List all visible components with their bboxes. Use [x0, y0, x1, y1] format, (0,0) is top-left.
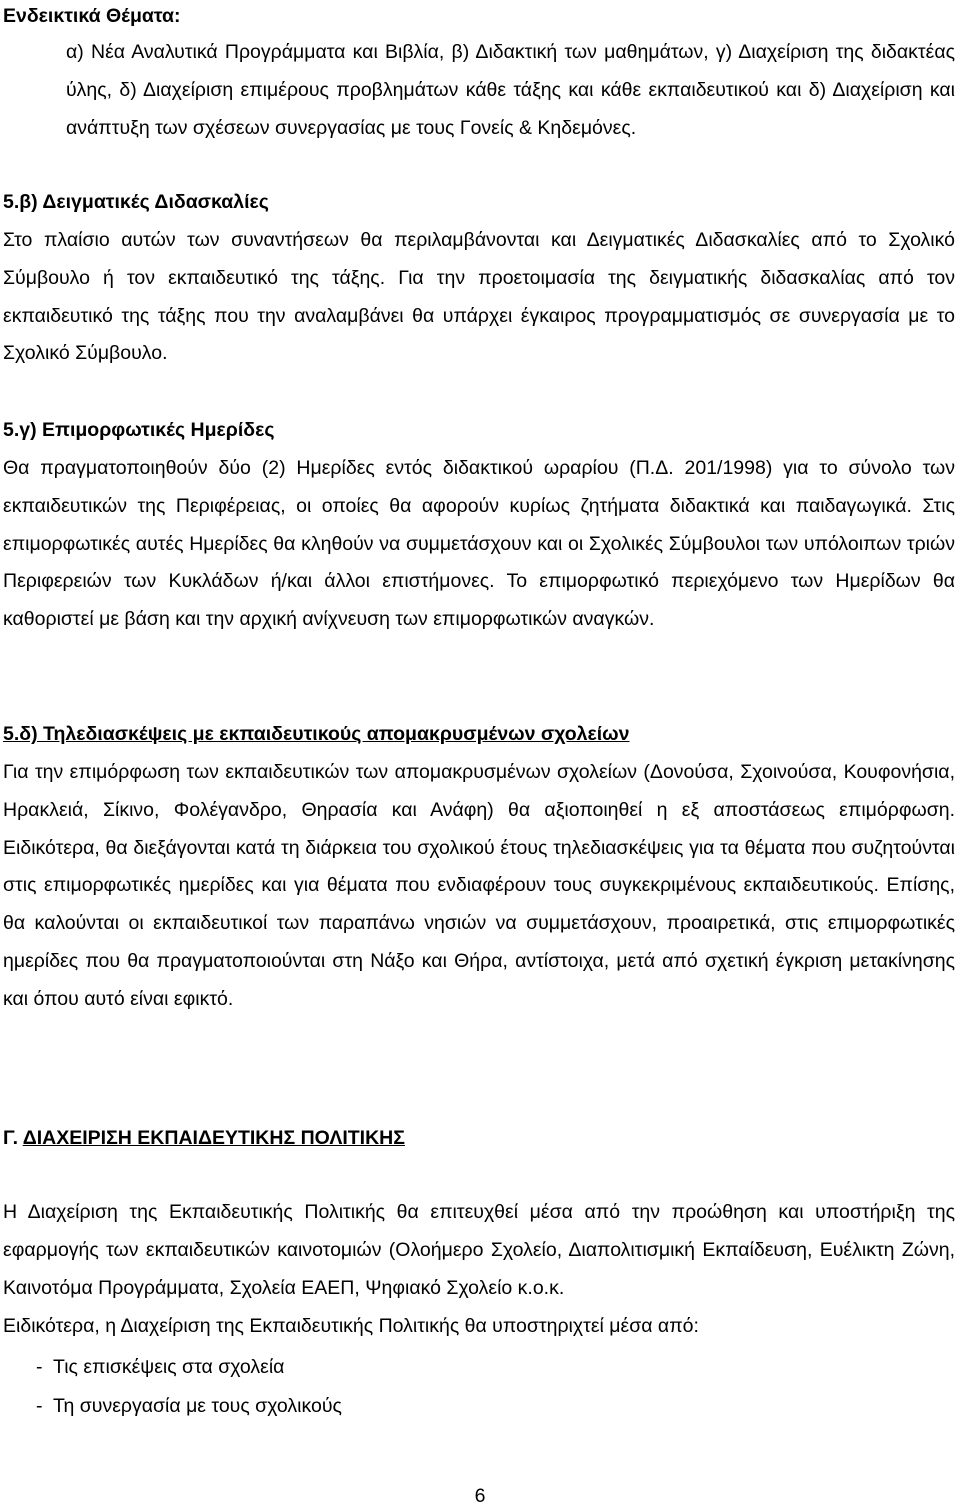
section-g-title-text: ΔΙΑΧΕΙΡΙΣΗ ΕΚΠΑΙΔΕΥΤΙΚΗΣ ΠΟΛΙΤΙΚΗΣ	[22, 1127, 405, 1149]
section-5c-text: Θα πραγματοποιηθούν δύο (2) Ημερίδες εντός διδακτικού ωραρίου (Π.Δ. 201/1998) για το σύνολο των εκπαιδευτικών της Περιφέρειας, οι οποίες θα αφορούν κυρίως ζητήματα διδακτικά και παιδαγωγικά. Στις επιμορφωτικές αυτές Ημερίδες θα κληθούν να συμμετάσχουν και οι Σχολικές Σύμβουλοι των υπόλοιπων τριών Περιφερειών των Κυκλάδων ή/και άλλοι επιστήμονες. Το επιμορφωτικό περιεχόμενο των Ημερίδων θα καθοριστεί με βάση και την αρχική ανίχνευση των επιμορφωτικών αναγκών.	[3, 457, 955, 631]
dash-bullet-icon: -	[36, 1395, 43, 1417]
section-g-list	[36, 1355, 342, 1433]
page-number: 6	[474, 1485, 486, 1507]
section-5b-title: 5.β) Δειγματικές Διδασκαλίες	[3, 191, 269, 213]
section-g-title	[3, 1126, 405, 1150]
dash-bullet-icon: -	[36, 1356, 43, 1378]
section-g-intro: Ειδικότερα, η Διαχείριση της Εκπαιδευτικής Πολιτικής θα υποστηριχτεί μέσα από:	[3, 1315, 699, 1337]
list-item: - Τη συνεργασία με τους σχολικούς	[36, 1395, 342, 1417]
section-5b-text: Στο πλαίσιο αυτών των συναντήσεων θα περιλαμβάνονται και Δειγματικές Διδασκαλίες από το Σχολικό Σύμβουλο ή τον εκπαιδευτικό της τάξης. Για την προετοιμασία της δειγματικής διδασκαλίας από τον εκπαιδευτικό της τάξης που την αναλαμβάνει θα υπάρχει έγκαιρος προγραμματισμός σε συνεργασία με το Σχολικό Σύμβουλο.	[3, 229, 955, 365]
topics-heading: Ενδεικτικά Θέματα:	[3, 5, 181, 27]
section-5d-text: Για την επιμόρφωση των εκπαιδευτικών των απομακρυσμένων σχολείων (Δονούσα, Σχοινούσα, Κουφονήσια, Ηρακλειά, Σίκινο, Φολέγανδρο, Θηρασία και Ανάφη) θα αξιοποιηθεί η εξ αποστάσεως επιμόρφωση. Ειδικότερα, θα διεξάγονται κατά τη διάρκεια του σχολικού έτους τηλεδιασκέψεις για τα θέματα που συζητούνται στις επιμορφωτικές ημερίδες και για θέματα που ενδιαφέρουν τους συγκεκριμένους εκπαιδευτικούς. Επίσης, θα καλούνται οι εκπαιδευτικοί των παραπάνω νησιών να συμμετάσχουν, προαιρετικά, στις επιμορφωτικές ημερίδες που θα πραγματοποιούνται στη Νάξο και Θήρα, αντίστοιχα, μετά από σχετική έγκριση μετακίνησης και όπου αυτό είναι εφικτό.	[3, 761, 955, 1010]
section-5c-title: 5.γ) Επιμορφωτικές Ημερίδες	[3, 419, 275, 441]
section-g-prefix: Γ.	[3, 1127, 23, 1149]
section-5d-title: 5.δ) Τηλεδιασκέψεις με εκπαιδευτικούς απομακρυσμένων σχολείων	[3, 723, 630, 745]
list-item: - Τις επισκέψεις στα σχολεία	[36, 1356, 285, 1378]
topics-paragraph: α) Νέα Αναλυτικά Προγράμματα και Βιβλία, β) Διδακτική των μαθημάτων, γ) Διαχείριση της διδακτέας ύλης, δ) Διαχείριση επιμέρους προβλημάτων κάθε τάξης και κάθε εκπαιδευτικού και δ) Διαχείριση και ανάπτυξη των σχέσεων συνεργασίας με τους Γονείς & Κηδεμόνες.	[66, 41, 955, 139]
section-g-text: Η Διαχείριση της Εκπαιδευτικής Πολιτικής θα επιτευχθεί μέσα από την προώθηση και υποστήριξη της εφαρμογής των εκπαιδευτικών καινοτομιών (Ολοήμερο Σχολείο, Διαπολιτισμική Εκπαίδευση, Ευέλικτη Ζώνη, Καινοτόμα Προγράμματα, Σχολεία ΕΑΕΠ, Ψηφιακό Σχολείο κ.ο.κ.	[3, 1201, 955, 1299]
